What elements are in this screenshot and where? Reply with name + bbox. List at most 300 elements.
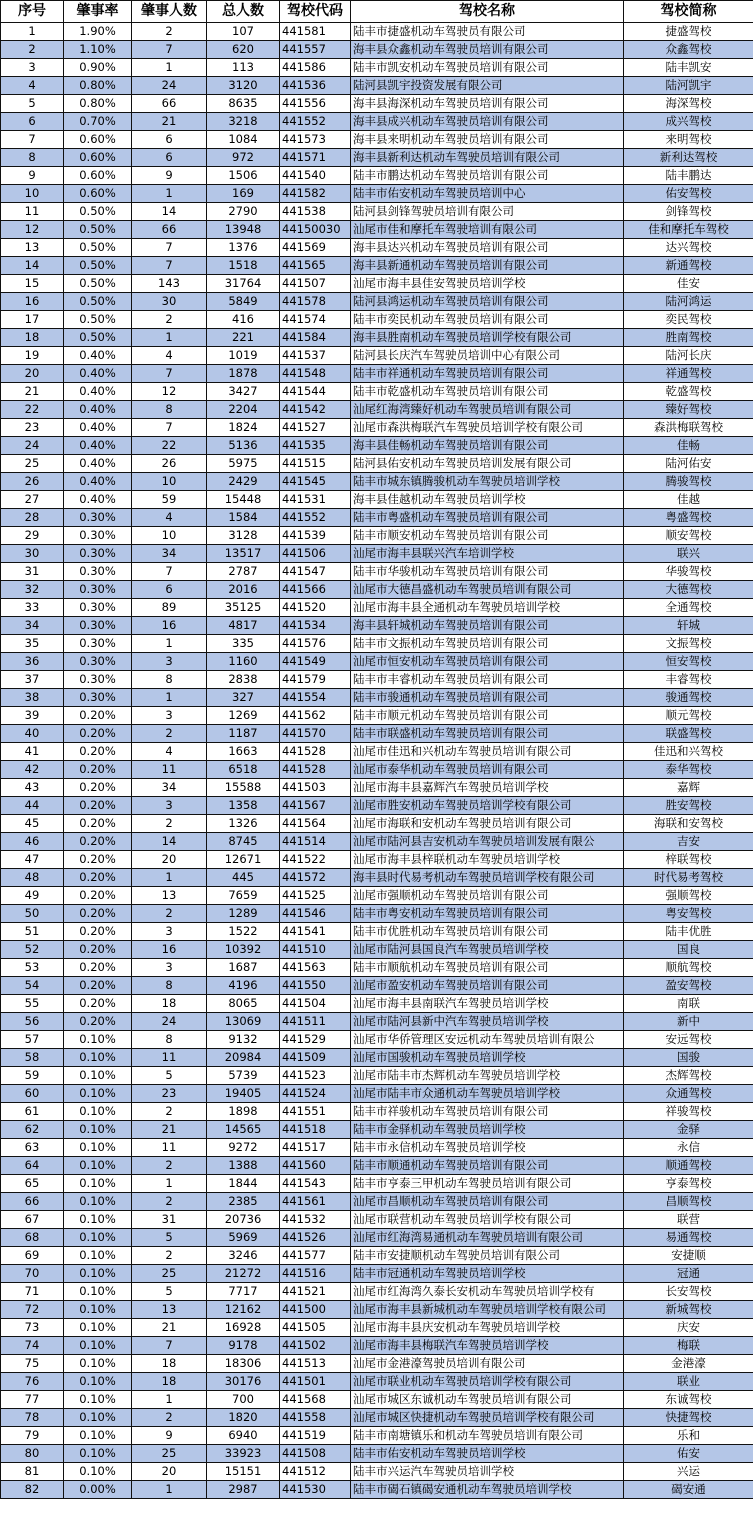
cell-school-name: 汕尾市海丰县南联汽车驾驶员培训学校 <box>351 995 624 1013</box>
cell-accident-count: 3 <box>132 797 207 815</box>
cell-school-short-name: 联业 <box>624 1373 753 1391</box>
cell-school-short-name: 陆河长庆 <box>624 347 753 365</box>
table-row <box>1 1265 753 1283</box>
cell-school-name: 汕尾市海丰县庆安机动车驾驶员培训学校 <box>351 1319 624 1337</box>
cell-school-code: 441538 <box>280 203 351 221</box>
cell-accident-count: 18 <box>132 1355 207 1373</box>
cell-accident-count: 13 <box>132 1301 207 1319</box>
cell-index: 57 <box>1 1031 64 1049</box>
cell-accident-count: 8 <box>132 977 207 995</box>
cell-school-name: 海丰县佳越机动车驾驶员培训学校 <box>351 491 624 509</box>
cell-index: 22 <box>1 401 64 419</box>
cell-school-name: 陆河县鸿运机动车驾驶员培训有限公司 <box>351 293 624 311</box>
cell-total-count: 3128 <box>207 527 280 545</box>
cell-accident-count: 59 <box>132 491 207 509</box>
table-row <box>1 1355 753 1373</box>
cell-index: 67 <box>1 1211 64 1229</box>
cell-index: 80 <box>1 1445 64 1463</box>
cell-school-code: 441524 <box>280 1085 351 1103</box>
cell-school-short-name: 新通驾校 <box>624 257 753 275</box>
cell-school-short-name: 强顺驾校 <box>624 887 753 905</box>
cell-accident-rate: 0.40% <box>64 491 132 509</box>
cell-accident-count: 7 <box>132 239 207 257</box>
cell-school-name: 陆丰市顺通机动车驾驶员培训有限公司 <box>351 1157 624 1175</box>
cell-total-count: 3427 <box>207 383 280 401</box>
cell-accident-rate: 0.50% <box>64 257 132 275</box>
header-index: 序号 <box>1 1 64 23</box>
cell-school-name: 汕尾市海丰县新城机动车驾驶员培训学校有限公司 <box>351 1301 624 1319</box>
cell-index: 3 <box>1 59 64 77</box>
cell-school-short-name: 海联和安驾校 <box>624 815 753 833</box>
cell-accident-rate: 0.20% <box>64 905 132 923</box>
cell-accident-count: 2 <box>132 1409 207 1427</box>
cell-accident-rate: 0.10% <box>64 1175 132 1193</box>
cell-school-name: 陆河县剑锋驾驶员培训有限公司 <box>351 203 624 221</box>
cell-total-count: 18306 <box>207 1355 280 1373</box>
cell-school-code: 441558 <box>280 1409 351 1427</box>
cell-index: 16 <box>1 293 64 311</box>
table-row <box>1 1427 753 1445</box>
cell-accident-count: 21 <box>132 1319 207 1337</box>
cell-school-name: 陆丰市鹏达机动车驾驶员培训有限公司 <box>351 167 624 185</box>
table-row <box>1 1481 753 1499</box>
cell-total-count: 21272 <box>207 1265 280 1283</box>
table-row <box>1 257 753 275</box>
cell-total-count: 221 <box>207 329 280 347</box>
cell-school-name: 陆丰市城东镇腾骏机动车驾驶员培训学校 <box>351 473 624 491</box>
cell-school-short-name: 陆丰鹏达 <box>624 167 753 185</box>
cell-school-short-name: 顺元驾校 <box>624 707 753 725</box>
cell-total-count: 2787 <box>207 563 280 581</box>
cell-school-code: 441512 <box>280 1463 351 1481</box>
table-row <box>1 707 753 725</box>
cell-index: 1 <box>1 23 64 41</box>
cell-accident-rate: 0.10% <box>64 1229 132 1247</box>
cell-total-count: 2204 <box>207 401 280 419</box>
table-row <box>1 761 753 779</box>
cell-school-name: 海丰县佳畅机动车驾驶员培训有限公司 <box>351 437 624 455</box>
cell-accident-count: 7 <box>132 257 207 275</box>
cell-accident-count: 18 <box>132 1373 207 1391</box>
cell-school-short-name: 乾盛驾校 <box>624 383 753 401</box>
header-school-short-name: 驾校简称 <box>624 1 753 23</box>
cell-accident-count: 11 <box>132 761 207 779</box>
cell-school-code: 441561 <box>280 1193 351 1211</box>
cell-index: 62 <box>1 1121 64 1139</box>
table-row <box>1 185 753 203</box>
cell-school-short-name: 众鑫驾校 <box>624 41 753 59</box>
cell-school-short-name: 长安驾校 <box>624 1283 753 1301</box>
cell-accident-count: 1 <box>132 1175 207 1193</box>
cell-accident-rate: 0.10% <box>64 1427 132 1445</box>
cell-school-name: 陆河县长庆汽车驾驶员培训中心有限公司 <box>351 347 624 365</box>
cell-accident-rate: 1.10% <box>64 41 132 59</box>
cell-total-count: 1019 <box>207 347 280 365</box>
cell-school-name: 陆丰市佑安机动车驾驶员培训学校 <box>351 1445 624 1463</box>
cell-total-count: 5136 <box>207 437 280 455</box>
cell-accident-rate: 0.10% <box>64 1301 132 1319</box>
cell-accident-count: 22 <box>132 437 207 455</box>
table-row <box>1 347 753 365</box>
cell-school-name: 陆丰市顺安机动车驾驶员培训有限公司 <box>351 527 624 545</box>
cell-accident-rate: 0.10% <box>64 1337 132 1355</box>
cell-accident-rate: 0.40% <box>64 383 132 401</box>
cell-accident-rate: 0.10% <box>64 1085 132 1103</box>
cell-total-count: 15448 <box>207 491 280 509</box>
cell-index: 29 <box>1 527 64 545</box>
cell-accident-rate: 0.10% <box>64 1049 132 1067</box>
cell-school-short-name: 佳畅 <box>624 437 753 455</box>
cell-school-code: 441586 <box>280 59 351 77</box>
cell-total-count: 5739 <box>207 1067 280 1085</box>
cell-index: 34 <box>1 617 64 635</box>
table-row <box>1 599 753 617</box>
cell-school-code: 441566 <box>280 581 351 599</box>
cell-school-name: 陆丰市佑安机动车驾驶员培训中心 <box>351 185 624 203</box>
cell-school-code: 441541 <box>280 923 351 941</box>
cell-school-code: 441547 <box>280 563 351 581</box>
cell-accident-rate: 0.10% <box>64 1391 132 1409</box>
cell-index: 6 <box>1 113 64 131</box>
table-row <box>1 923 753 941</box>
cell-school-short-name: 陆河鸿运 <box>624 293 753 311</box>
cell-total-count: 15151 <box>207 1463 280 1481</box>
table-row <box>1 383 753 401</box>
cell-school-short-name: 盈安驾校 <box>624 977 753 995</box>
cell-index: 27 <box>1 491 64 509</box>
cell-school-name: 汕尾市华侨管理区安远机动车驾驶员培训有限公 <box>351 1031 624 1049</box>
cell-school-name: 汕尾市陆河县国良汽车驾驶员培训学校 <box>351 941 624 959</box>
header-accident-rate: 肇事率 <box>64 1 132 23</box>
cell-index: 41 <box>1 743 64 761</box>
cell-school-name: 汕尾市盈安机动车驾驶员培训有限公司 <box>351 977 624 995</box>
cell-index: 63 <box>1 1139 64 1157</box>
cell-accident-rate: 0.10% <box>64 1193 132 1211</box>
cell-total-count: 16928 <box>207 1319 280 1337</box>
cell-school-name: 陆河县凯宇投资发展有限公司 <box>351 77 624 95</box>
cell-accident-count: 11 <box>132 1139 207 1157</box>
cell-school-short-name: 时代易考驾校 <box>624 869 753 887</box>
cell-school-code: 441523 <box>280 1067 351 1085</box>
table-row <box>1 941 753 959</box>
cell-index: 66 <box>1 1193 64 1211</box>
cell-total-count: 3246 <box>207 1247 280 1265</box>
cell-index: 61 <box>1 1103 64 1121</box>
cell-school-short-name: 腾骏驾校 <box>624 473 753 491</box>
cell-total-count: 416 <box>207 311 280 329</box>
cell-school-name: 汕尾市佳和摩托车驾驶培训有限公司 <box>351 221 624 239</box>
cell-index: 75 <box>1 1355 64 1373</box>
cell-accident-count: 16 <box>132 617 207 635</box>
cell-total-count: 9132 <box>207 1031 280 1049</box>
cell-accident-count: 34 <box>132 779 207 797</box>
table-row <box>1 293 753 311</box>
cell-accident-count: 5 <box>132 1067 207 1085</box>
cell-accident-rate: 0.30% <box>64 635 132 653</box>
cell-accident-count: 2 <box>132 1157 207 1175</box>
cell-accident-rate: 0.60% <box>64 185 132 203</box>
cell-total-count: 327 <box>207 689 280 707</box>
table-body <box>1 23 753 1499</box>
cell-school-short-name: 胜南驾校 <box>624 329 753 347</box>
cell-school-short-name: 顺安驾校 <box>624 527 753 545</box>
cell-accident-count: 1 <box>132 185 207 203</box>
cell-school-name: 海丰县时代易考机动车驾驶员培训学校有限公司 <box>351 869 624 887</box>
table-row <box>1 95 753 113</box>
cell-school-code: 441574 <box>280 311 351 329</box>
cell-accident-rate: 0.50% <box>64 329 132 347</box>
table-row <box>1 1139 753 1157</box>
cell-school-name: 陆丰市南塘镇乐和机动车驾驶员培训有限公司 <box>351 1427 624 1445</box>
cell-accident-rate: 0.10% <box>64 1319 132 1337</box>
table-row <box>1 1211 753 1229</box>
cell-school-code: 441515 <box>280 455 351 473</box>
cell-accident-rate: 0.20% <box>64 761 132 779</box>
cell-accident-rate: 0.20% <box>64 941 132 959</box>
cell-school-code: 441562 <box>280 707 351 725</box>
cell-school-short-name: 联兴 <box>624 545 753 563</box>
cell-index: 5 <box>1 95 64 113</box>
cell-index: 82 <box>1 1481 64 1499</box>
cell-school-short-name: 祥骏驾校 <box>624 1103 753 1121</box>
cell-school-short-name: 佳安 <box>624 275 753 293</box>
cell-school-code: 441540 <box>280 167 351 185</box>
cell-school-short-name: 杰辉驾校 <box>624 1067 753 1085</box>
cell-index: 68 <box>1 1229 64 1247</box>
cell-accident-count: 5 <box>132 1229 207 1247</box>
table-row <box>1 1157 753 1175</box>
cell-accident-rate: 0.40% <box>64 365 132 383</box>
cell-school-name: 汕尾市联营机动车驾驶员培训学校有限公司 <box>351 1211 624 1229</box>
cell-accident-count: 24 <box>132 1013 207 1031</box>
cell-accident-rate: 0.80% <box>64 77 132 95</box>
cell-school-short-name: 剑锋驾校 <box>624 203 753 221</box>
cell-school-name: 汕尾市佳迅和兴机动车驾驶员培训有限公司 <box>351 743 624 761</box>
table-row <box>1 689 753 707</box>
cell-school-name: 海丰县成兴机动车驾驶员培训有限公司 <box>351 113 624 131</box>
cell-school-short-name: 众通驾校 <box>624 1085 753 1103</box>
cell-accident-count: 7 <box>132 563 207 581</box>
cell-total-count: 1376 <box>207 239 280 257</box>
table-row <box>1 1085 753 1103</box>
cell-accident-count: 16 <box>132 941 207 959</box>
cell-index: 54 <box>1 977 64 995</box>
cell-school-code: 441572 <box>280 869 351 887</box>
cell-school-code: 441530 <box>280 1481 351 1499</box>
cell-school-short-name: 粤安驾校 <box>624 905 753 923</box>
cell-total-count: 13948 <box>207 221 280 239</box>
cell-school-name: 陆丰市金驿机动车驾驶员培训学校 <box>351 1121 624 1139</box>
cell-accident-rate: 0.10% <box>64 1031 132 1049</box>
cell-accident-rate: 0.40% <box>64 419 132 437</box>
table-row <box>1 995 753 1013</box>
table-row <box>1 59 753 77</box>
cell-accident-count: 8 <box>132 401 207 419</box>
cell-school-name: 汕尾市陆河县吉安机动车驾驶员培训发展有限公 <box>351 833 624 851</box>
cell-accident-count: 24 <box>132 77 207 95</box>
table-row <box>1 527 753 545</box>
cell-school-code: 441564 <box>280 815 351 833</box>
cell-school-code: 441526 <box>280 1229 351 1247</box>
cell-school-short-name: 臻好驾校 <box>624 401 753 419</box>
cell-school-short-name: 金港濠 <box>624 1355 753 1373</box>
cell-school-code: 441536 <box>280 77 351 95</box>
cell-total-count: 1187 <box>207 725 280 743</box>
cell-total-count: 1269 <box>207 707 280 725</box>
cell-school-short-name: 华骏驾校 <box>624 563 753 581</box>
cell-school-short-name: 新中 <box>624 1013 753 1031</box>
cell-accident-count: 30 <box>132 293 207 311</box>
table-row <box>1 545 753 563</box>
cell-school-short-name: 梓联驾校 <box>624 851 753 869</box>
cell-accident-count: 8 <box>132 671 207 689</box>
cell-accident-count: 25 <box>132 1265 207 1283</box>
cell-accident-count: 1 <box>132 1391 207 1409</box>
cell-school-name: 汕尾市海丰县全通机动车驾驶员培训学校 <box>351 599 624 617</box>
table-row <box>1 1463 753 1481</box>
cell-accident-rate: 0.10% <box>64 1265 132 1283</box>
cell-accident-rate: 0.30% <box>64 617 132 635</box>
cell-accident-rate: 0.20% <box>64 869 132 887</box>
cell-school-name: 汕尾市大德昌盛机动车驾驶员培训有限公司 <box>351 581 624 599</box>
cell-accident-count: 1 <box>132 869 207 887</box>
cell-total-count: 1898 <box>207 1103 280 1121</box>
table-row <box>1 167 753 185</box>
cell-school-short-name: 泰华驾校 <box>624 761 753 779</box>
cell-index: 37 <box>1 671 64 689</box>
cell-total-count: 1844 <box>207 1175 280 1193</box>
cell-school-name: 汕尾市陆丰市杰辉机动车驾驶员培训学校 <box>351 1067 624 1085</box>
cell-school-short-name: 东诚驾校 <box>624 1391 753 1409</box>
cell-school-short-name: 丰睿驾校 <box>624 671 753 689</box>
cell-school-name: 陆丰市粤盛机动车驾驶员培训有限公司 <box>351 509 624 527</box>
cell-school-name: 汕尾市恒安机动车驾驶员培训有限公司 <box>351 653 624 671</box>
cell-total-count: 972 <box>207 149 280 167</box>
cell-total-count: 4817 <box>207 617 280 635</box>
cell-school-name: 陆丰市亨泰三甲机动车驾驶员培训有限公司 <box>351 1175 624 1193</box>
table-row <box>1 1391 753 1409</box>
cell-school-short-name: 联盛驾校 <box>624 725 753 743</box>
cell-total-count: 8635 <box>207 95 280 113</box>
cell-accident-rate: 0.30% <box>64 689 132 707</box>
cell-school-name: 陆丰市丰睿机动车驾驶员培训有限公司 <box>351 671 624 689</box>
cell-school-short-name: 骏通驾校 <box>624 689 753 707</box>
cell-school-code: 441500 <box>280 1301 351 1319</box>
cell-school-short-name: 粤盛驾校 <box>624 509 753 527</box>
table-row <box>1 23 753 41</box>
cell-accident-rate: 0.10% <box>64 1463 132 1481</box>
cell-accident-count: 4 <box>132 347 207 365</box>
cell-accident-rate: 0.20% <box>64 923 132 941</box>
cell-school-name: 海丰县胜南机动车驾驶员培训学校有限公司 <box>351 329 624 347</box>
cell-index: 55 <box>1 995 64 1013</box>
table-row <box>1 401 753 419</box>
cell-school-short-name: 亨泰驾校 <box>624 1175 753 1193</box>
table-row <box>1 797 753 815</box>
cell-school-name: 陆丰市顺元机动车驾驶员培训有限公司 <box>351 707 624 725</box>
cell-school-code: 441560 <box>280 1157 351 1175</box>
cell-accident-rate: 0.20% <box>64 743 132 761</box>
cell-school-short-name: 永信 <box>624 1139 753 1157</box>
cell-school-code: 441518 <box>280 1121 351 1139</box>
cell-school-short-name: 成兴驾校 <box>624 113 753 131</box>
table-row <box>1 977 753 995</box>
cell-total-count: 10392 <box>207 941 280 959</box>
cell-total-count: 2790 <box>207 203 280 221</box>
table-row <box>1 869 753 887</box>
cell-accident-rate: 0.20% <box>64 995 132 1013</box>
cell-accident-rate: 0.20% <box>64 959 132 977</box>
cell-accident-count: 11 <box>132 1049 207 1067</box>
cell-school-name: 汕尾市海丰县佳安驾驶员培训学校 <box>351 275 624 293</box>
cell-school-code: 441535 <box>280 437 351 455</box>
cell-accident-count: 7 <box>132 1337 207 1355</box>
cell-school-short-name: 佳迅和兴驾校 <box>624 743 753 761</box>
cell-accident-count: 21 <box>132 1121 207 1139</box>
cell-index: 14 <box>1 257 64 275</box>
table-row <box>1 1049 753 1067</box>
cell-accident-count: 10 <box>132 527 207 545</box>
cell-index: 49 <box>1 887 64 905</box>
cell-index: 9 <box>1 167 64 185</box>
cell-total-count: 1820 <box>207 1409 280 1427</box>
cell-accident-rate: 0.40% <box>64 437 132 455</box>
cell-accident-count: 7 <box>132 365 207 383</box>
cell-index: 53 <box>1 959 64 977</box>
cell-school-code: 441563 <box>280 959 351 977</box>
cell-school-name: 海丰县来明机动车驾驶员培训有限公司 <box>351 131 624 149</box>
cell-total-count: 20736 <box>207 1211 280 1229</box>
cell-total-count: 2987 <box>207 1481 280 1499</box>
cell-index: 40 <box>1 725 64 743</box>
cell-accident-count: 2 <box>132 905 207 923</box>
table-row <box>1 509 753 527</box>
cell-school-short-name: 来明驾校 <box>624 131 753 149</box>
cell-school-code: 441537 <box>280 347 351 365</box>
cell-accident-rate: 0.20% <box>64 977 132 995</box>
header-accident-count: 肇事人数 <box>132 1 207 23</box>
cell-index: 17 <box>1 311 64 329</box>
table-row <box>1 1373 753 1391</box>
cell-accident-count: 23 <box>132 1085 207 1103</box>
table-row <box>1 671 753 689</box>
cell-accident-count: 6 <box>132 149 207 167</box>
cell-school-name: 陆丰市奕民机动车驾驶员培训有限公司 <box>351 311 624 329</box>
cell-school-code: 441539 <box>280 527 351 545</box>
cell-index: 18 <box>1 329 64 347</box>
cell-total-count: 12671 <box>207 851 280 869</box>
cell-school-name: 汕尾市泰华机动车驾驶员培训有限公司 <box>351 761 624 779</box>
cell-total-count: 1358 <box>207 797 280 815</box>
cell-total-count: 1522 <box>207 923 280 941</box>
cell-school-name: 海丰县海深机动车驾驶员培训有限公司 <box>351 95 624 113</box>
cell-school-name: 汕尾市红海湾易通机动车驾驶员培训有限公司 <box>351 1229 624 1247</box>
cell-school-short-name: 全通驾校 <box>624 599 753 617</box>
table-row <box>1 1193 753 1211</box>
cell-school-code: 441522 <box>280 851 351 869</box>
cell-total-count: 6940 <box>207 1427 280 1445</box>
cell-index: 24 <box>1 437 64 455</box>
table-row <box>1 1103 753 1121</box>
cell-school-short-name: 冠通 <box>624 1265 753 1283</box>
table-row <box>1 77 753 95</box>
cell-school-code: 441571 <box>280 149 351 167</box>
cell-total-count: 1084 <box>207 131 280 149</box>
cell-school-short-name: 陆河佑安 <box>624 455 753 473</box>
cell-accident-rate: 0.10% <box>64 1445 132 1463</box>
cell-school-short-name: 吉安 <box>624 833 753 851</box>
cell-school-name: 汕尾市海丰县梓联机动车驾驶员培训学校 <box>351 851 624 869</box>
